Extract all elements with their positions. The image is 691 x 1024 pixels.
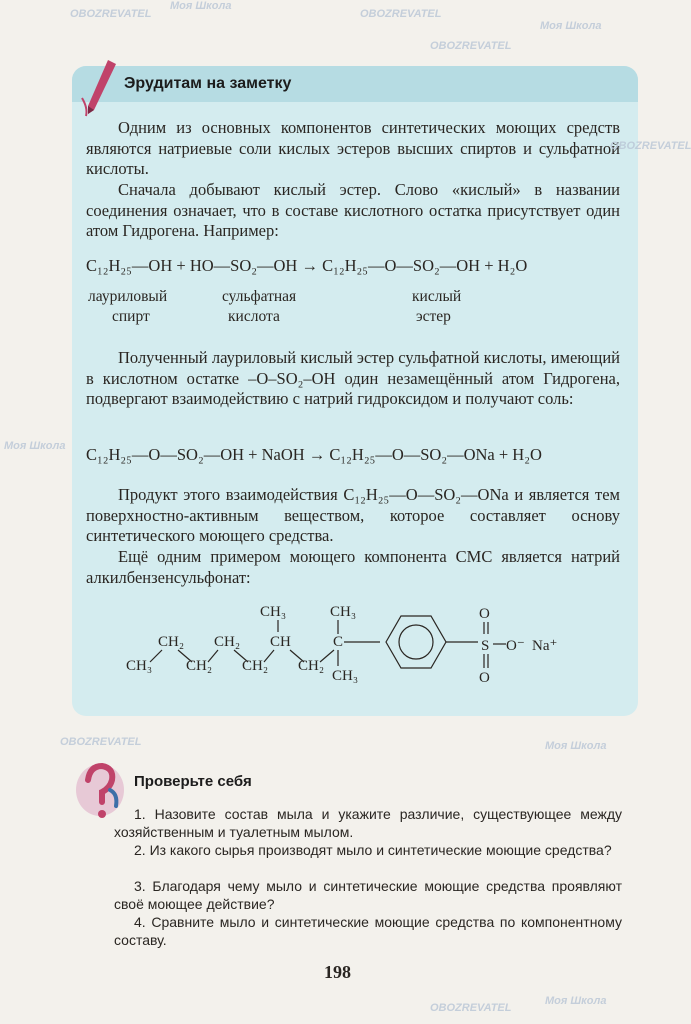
paragraph-acid-ester: Сначала добывают кислый эстер. Слово «кислый» в названии соединения означает, что в составе кислотного остатка присутствует один атом Гидрогена. Например:: [86, 180, 620, 240]
watermark: OBOZREVATEL: [610, 140, 691, 152]
label-o-minus: O⁻: [506, 638, 525, 654]
question-1: 1. Назовите состав мыла и укажите различие, существующее между хозяйственным и туалетным мылом.: [114, 806, 622, 840]
label-sulfuric-acid: сульфатная кислота: [222, 288, 297, 325]
label-lauryl-alcohol: лауриловый спирт: [88, 288, 168, 325]
watermark: Моя Школа: [170, 0, 232, 12]
label-o-bottom: O: [479, 670, 490, 686]
watermark: Моя Школа: [545, 995, 607, 1007]
equation-neutralization: C₁₂H₂₅—O—SO₂—OH + NaOH → C₁₂H₂₅—O—SO₂—ONa + H₂O: [86, 445, 542, 464]
label-na-plus: Na⁺: [532, 638, 558, 654]
watermark: OBOZREVATEL: [70, 8, 152, 20]
label-ch2-c: CH₂: [186, 658, 213, 674]
label-ch3-bottom: CH₃: [332, 668, 359, 684]
watermark: OBOZREVATEL: [60, 736, 142, 748]
watermark: OBOZREVATEL: [430, 40, 512, 52]
question-4: 4. Сравните мыло и синтетические моющие средства по компонентному составу.: [114, 914, 622, 948]
paragraph-intro: Одним из основных компонентов синтетических моющих средств являются натриевые соли кислых эстеров высших спиртов и сульфатной кислоты.: [86, 118, 620, 178]
label-c: C: [333, 634, 344, 650]
label-ch3-top-1: CH₃: [260, 604, 287, 620]
watermark: OBOZREVATEL: [430, 1002, 512, 1014]
label-ch2-b: CH₂: [214, 634, 241, 650]
equation-esterification: C₁₂H₂₅—OH + HO—SO₂—OH → C₁₂H₂₅—O—SO₂—OH + H₂O: [86, 256, 528, 275]
label-ch2-e: CH₂: [298, 658, 325, 674]
label-o-top: O: [479, 606, 490, 622]
label-ch3-top-2: CH₃: [330, 604, 357, 620]
paragraph-surfactant: Продукт этого взаимодействия C₁₂H₂₅—O—SO₂—ONa и является тем поверхностно-активным веществом, которое составляет основу синтетического моющего средства.: [86, 485, 620, 545]
alkylbenzenesulfonate-structure: [118, 596, 578, 696]
pen-icon: [80, 58, 120, 118]
label-acid-ester: кислый эстер: [412, 288, 462, 325]
label-s: S: [481, 638, 490, 654]
paragraph-neutralization: Полученный лауриловый кислый эстер сульфатной кислоты, имеющий в кислотном остатке –O–SO₂–OH один незамещённый атом Гидрогена, подвергают взаимодействию с натрий гидроксидом и получают соль:: [86, 348, 620, 408]
page-number: 198: [324, 962, 351, 982]
erudite-title-bar: [72, 66, 638, 102]
label-ch3-left: CH₃: [126, 658, 153, 674]
erudite-title: Эрудитам на заметку: [124, 75, 292, 92]
paragraph-alkylbenzenesulfonate: Ещё одним примером моющего компонента СМС является натрий алкилбензенсульфонат:: [86, 547, 620, 587]
watermark: OBOZREVATEL: [360, 8, 442, 20]
question-3: 3. Благодаря чему мыло и синтетические моющие средства проявляют своё моющее действие?: [114, 878, 622, 912]
label-ch2-a: CH₂: [158, 634, 185, 650]
question-2: 2. Из какого сырья производят мыло и синтетические моющие средства?: [134, 842, 612, 858]
watermark: Моя Школа: [545, 740, 607, 752]
label-ch2-d: CH₂: [242, 658, 269, 674]
watermark: Моя Школа: [540, 20, 602, 32]
label-ch: CH: [270, 634, 291, 650]
watermark: Моя Школа: [4, 440, 66, 452]
check-yourself-title: Проверьте себя: [134, 773, 252, 790]
